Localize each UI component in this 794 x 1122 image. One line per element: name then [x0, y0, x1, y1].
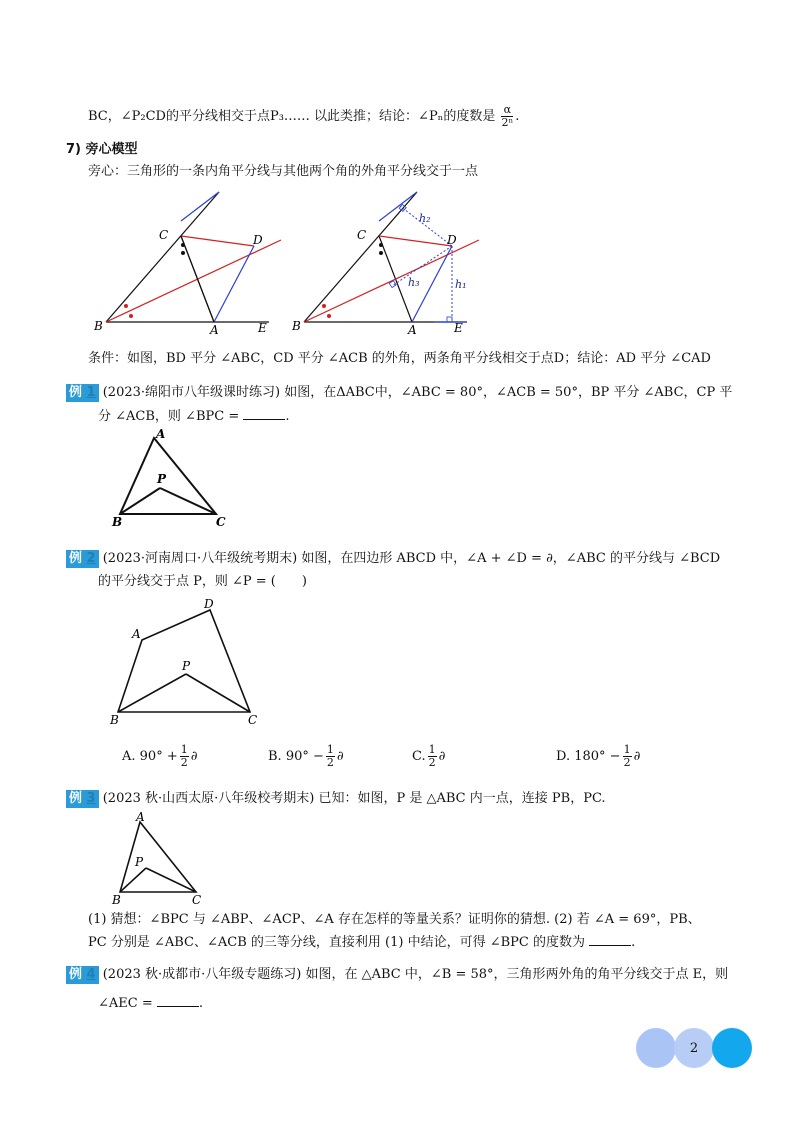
- example-4-question: ∠AEC =: [98, 996, 153, 1011]
- section-definition: 旁心：三角形的一条内角平分线与其他两个角的外角平分线交于一点: [88, 164, 479, 179]
- label-h3: h₃: [408, 276, 420, 289]
- ray-bc-extension: [181, 192, 219, 221]
- ray-bc: [106, 192, 219, 322]
- bisector-bd: [304, 240, 479, 322]
- bisector-cd: [181, 236, 254, 246]
- label-h1: h₁: [455, 278, 467, 291]
- period: .: [285, 409, 290, 424]
- option-a[interactable]: [122, 744, 197, 769]
- label-a: A: [156, 427, 166, 441]
- label-b: B: [292, 319, 301, 333]
- angle-mark-dot: [129, 314, 133, 318]
- page-number: 2: [689, 1040, 699, 1056]
- option-b[interactable]: [268, 744, 344, 769]
- fraction-denominator: 2: [326, 756, 334, 769]
- example-tag-number: 4: [86, 967, 96, 982]
- answer-blank[interactable]: [243, 407, 285, 420]
- example-1-figure: [108, 424, 238, 530]
- period: .: [631, 935, 636, 950]
- top-text: BC，∠P₂CD的平分线相交于点P₃…… 以此类推；结论：∠Pₙ的度数是: [88, 109, 496, 124]
- example-tag-label: 例: [69, 385, 83, 400]
- height-h3: [392, 246, 452, 286]
- label-c: C: [248, 713, 258, 726]
- triangle-abc: [120, 438, 216, 514]
- segment-pc: [146, 868, 196, 892]
- example-3-question-2-text: PC 分别是 ∠ABC、∠ACB 的三等分线，直接利用 (1) 中结论，可得 ∠BPC 的度数为: [88, 935, 585, 950]
- example-4-text: (2023 秋·成都市·八年级专题练习) 如图，在 △ABC 中，∠B = 58°，三角形两外角的角平分线交于点 E，则: [102, 967, 729, 982]
- answer-blank[interactable]: [157, 994, 199, 1007]
- fraction-numerator: 1: [623, 743, 631, 756]
- example-1-text: (2023·绵阳市八年级课时练习) 如图，在ΔABC中，∠ABC = 80°，∠ACB = 50°，BP 平分 ∠ABC，CP 平: [102, 385, 733, 400]
- example-4-tag: [66, 966, 99, 984]
- bisector-bd: [106, 240, 281, 322]
- top-text-line: BC，∠P₂CD的平分线相交于点P₃…… 以此类推；结论：∠Pₙ的度数是 $\frac{\alpha}{\text{2ⁿ}}$ .: [88, 103, 520, 129]
- example-tag-number: 3: [86, 791, 96, 806]
- label-e: E: [454, 321, 463, 335]
- example-2-tag: [66, 550, 99, 568]
- fraction-numerator: 1: [180, 743, 188, 756]
- example-4-line-1: [66, 966, 728, 984]
- page-number-badge: [674, 1028, 714, 1068]
- example-3-question-2: [88, 933, 635, 952]
- label-d: D: [447, 233, 457, 247]
- fraction-numerator: α: [501, 104, 513, 117]
- example-2-text: (2023·河南周口·八年级统考期末) 如图，在四边形 ABCD 中，∠A + ∠D = ∂，∠ABC 的平分线与 ∠BCD: [102, 551, 721, 566]
- option-b-suffix: ∂: [336, 749, 344, 764]
- right-angle-mark: [447, 317, 452, 322]
- label-p: P: [135, 855, 144, 869]
- label-p: P: [157, 472, 167, 486]
- option-c-suffix: ∂: [438, 749, 446, 764]
- example-tag-number: 1: [86, 385, 96, 400]
- angle-mark-dot: [327, 314, 331, 318]
- answer-blank[interactable]: [589, 933, 631, 946]
- label-a: A: [132, 627, 141, 641]
- excenter-figure-right: [284, 188, 484, 336]
- example-4-line-2: [98, 994, 203, 1013]
- fraction-denominator: 2: [623, 756, 631, 769]
- label-b: B: [112, 515, 123, 529]
- label-b: B: [112, 893, 121, 906]
- example-3-text: (2023 秋·山西太原·八年级校考期末) 已知：如图，P 是 △ABC 内一点，连接 PB，PC.: [102, 791, 606, 806]
- example-3-figure: [108, 810, 208, 906]
- alpha-over-2n-fraction: [501, 104, 513, 129]
- label-a: A: [136, 810, 145, 824]
- example-3-question-1: (1) 猜想：∠BPC 与 ∠ABP、∠ACP、∠A 存在怎样的等量关系？证明你的猜想. (2) 若 ∠A = 69°，PB、: [88, 912, 701, 927]
- label-a: A: [210, 323, 219, 336]
- label-e: E: [258, 321, 267, 335]
- label-d: D: [253, 233, 263, 247]
- option-d[interactable]: [556, 744, 640, 769]
- ray-bc: [304, 192, 417, 322]
- fraction-numerator: 1: [326, 743, 334, 756]
- option-a-prefix: A. 90° +: [122, 749, 178, 764]
- option-c-prefix: C.: [412, 749, 426, 764]
- example-tag-label: 例: [69, 791, 83, 806]
- segment-pc: [160, 488, 216, 514]
- label-h2: h₂: [419, 212, 431, 225]
- example-1-tag: [66, 384, 99, 402]
- label-p: P: [182, 659, 191, 673]
- fraction-denominator: 2: [428, 756, 436, 769]
- fraction-denominator: 2: [180, 756, 188, 769]
- example-2-line-1: [66, 550, 720, 568]
- angle-mark-dot: [181, 243, 185, 247]
- angle-mark-dot: [181, 251, 185, 255]
- angle-mark-dot: [124, 304, 128, 308]
- example-1-question: 分 ∠ACB，则 ∠BPC =: [98, 409, 240, 424]
- angle-mark-dot: [379, 243, 383, 247]
- ray-bc-extension: [379, 192, 417, 221]
- side-ca: [181, 236, 214, 322]
- option-b-prefix: B. 90° −: [268, 749, 324, 764]
- label-c: C: [159, 228, 169, 242]
- segment-ad: [214, 246, 254, 322]
- example-1-line-1: [66, 384, 732, 402]
- label-b: B: [94, 319, 103, 333]
- label-d: D: [204, 597, 214, 611]
- fraction-denominator: 2ⁿ: [501, 116, 514, 129]
- option-d-suffix: ∂: [633, 749, 641, 764]
- option-c[interactable]: [412, 744, 445, 769]
- example-tag-label: 例: [69, 967, 83, 982]
- example-2-figure: [108, 594, 268, 726]
- label-c: C: [192, 893, 202, 906]
- option-a-suffix: ∂: [190, 749, 198, 764]
- example-2-line-2: 的平分线交于点 P，则 ∠P = ( ): [98, 574, 307, 589]
- section-title: 7) 旁心模型: [66, 142, 138, 157]
- label-a: A: [408, 323, 417, 336]
- option-d-prefix: D. 180° −: [556, 749, 621, 764]
- angle-mark-dot: [379, 251, 383, 255]
- excenter-figure-left: [86, 188, 286, 336]
- half-fraction: [326, 744, 335, 769]
- example-tag-number: 2: [86, 551, 96, 566]
- label-c: C: [357, 228, 367, 242]
- decor-circle-left: [636, 1028, 676, 1068]
- model-condition: 条件：如图，BD 平分 ∠ABC，CD 平分 ∠ACB 的外角，两条角平分线相交于点D；结论：AD 平分 ∠CAD: [88, 351, 711, 366]
- decor-circle-right: [712, 1028, 752, 1068]
- segment-pc: [186, 674, 250, 712]
- fraction-numerator: 1: [428, 743, 436, 756]
- angle-mark-dot: [322, 304, 326, 308]
- period: .: [198, 996, 204, 1011]
- example-3-line-1: [66, 790, 606, 808]
- example-tag-label: 例: [69, 551, 83, 566]
- example-3-tag: [66, 790, 99, 808]
- label-c: C: [216, 515, 226, 529]
- label-b: B: [110, 713, 119, 726]
- half-fraction: [180, 744, 189, 769]
- half-fraction: [623, 744, 632, 769]
- half-fraction: [428, 744, 437, 769]
